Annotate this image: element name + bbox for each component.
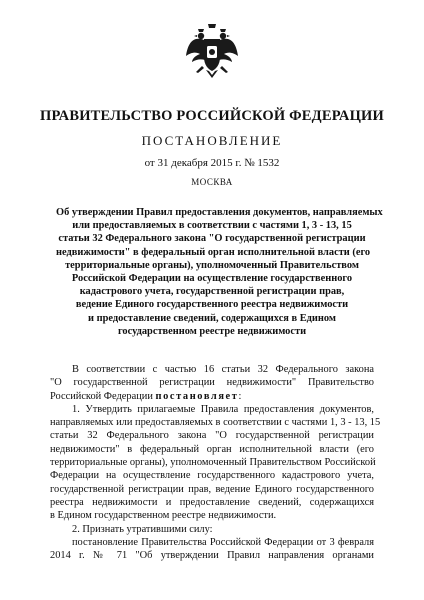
- body-line: территориальные органы), уполномоченный Правительством Российской: [50, 457, 376, 469]
- decree-prefix: Российской Федерации: [50, 390, 156, 402]
- heading-line: или предоставляемых в соответствии с частями 1, 3 - 13, 15: [72, 220, 352, 232]
- body-line: государственной регистрации прав, ведение Единого государственного: [50, 483, 374, 495]
- body-line: "О государственной регистрации недвижимости" Правительство: [50, 377, 374, 389]
- body-line: В соответствии с частью 16 статьи 32 Федерального закона: [72, 364, 374, 375]
- double-headed-eagle-icon: [184, 22, 240, 84]
- government-title: ПРАВИТЕЛЬСТВО РОССИЙСКОЙ ФЕДЕРАЦИИ: [39, 108, 385, 124]
- document-heading: [56, 206, 383, 338]
- body-line: недвижимости" в федеральный орган исполнительной власти (его: [50, 443, 374, 455]
- body-line: реестра недвижимости и предоставление сведений, содержащихся: [50, 496, 374, 508]
- body-line: постановление Правительства Российской Федерации от 3 февраля: [72, 536, 374, 548]
- heading-line: недвижимости" в федеральный орган исполнительной власти (его: [56, 246, 371, 258]
- heading-line: ведение Единого государственного реестра недвижимости: [75, 299, 349, 311]
- heading-line: и предоставление сведений, содержащихся в Едином: [88, 312, 336, 324]
- body-line-decree: [50, 390, 374, 403]
- heading-line: территориальные органы), уполномоченный Правительством: [65, 259, 359, 271]
- body-line: в Едином государственном реестре недвижимости.: [50, 510, 277, 522]
- body-line: 1. Утвердить прилагаемые Правила предоставления документов,: [72, 403, 374, 415]
- document-body: [50, 363, 381, 562]
- heading-line: статьи 32 Федерального закона "О государственной регистрации: [58, 233, 366, 245]
- body-line: 2. Признать утратившими силу:: [72, 523, 213, 535]
- heading-line: Российской Федерации на осуществление государственного: [71, 273, 353, 285]
- heading-line: государственном реестре недвижимости: [117, 325, 307, 337]
- heading-line: кадастрового учета, государственной регистрации прав,: [79, 286, 345, 298]
- heading-line: Об утверждении Правил предоставления документов, направляемых: [56, 207, 383, 218]
- body-line: статьи 32 Федерального закона "О государственной регистрации: [50, 430, 374, 442]
- document-type: ПОСТАНОВЛЕНИЕ: [141, 133, 283, 148]
- document-date-number: от 31 декабря 2015 г. № 1532: [144, 157, 280, 169]
- body-line: направляемых или предоставляемых в соответствии с частями 1, 3 - 13, 15: [50, 417, 381, 429]
- body-line: Федерации на осуществление государственного кадастрового учета,: [50, 470, 374, 482]
- city-name: МОСКВА: [191, 177, 233, 187]
- body-line: 2014 г. № 71 "Об утверждении Правил направления органами: [50, 550, 374, 562]
- decree-word: постановляет: [155, 390, 239, 402]
- decree-colon: :: [238, 390, 242, 402]
